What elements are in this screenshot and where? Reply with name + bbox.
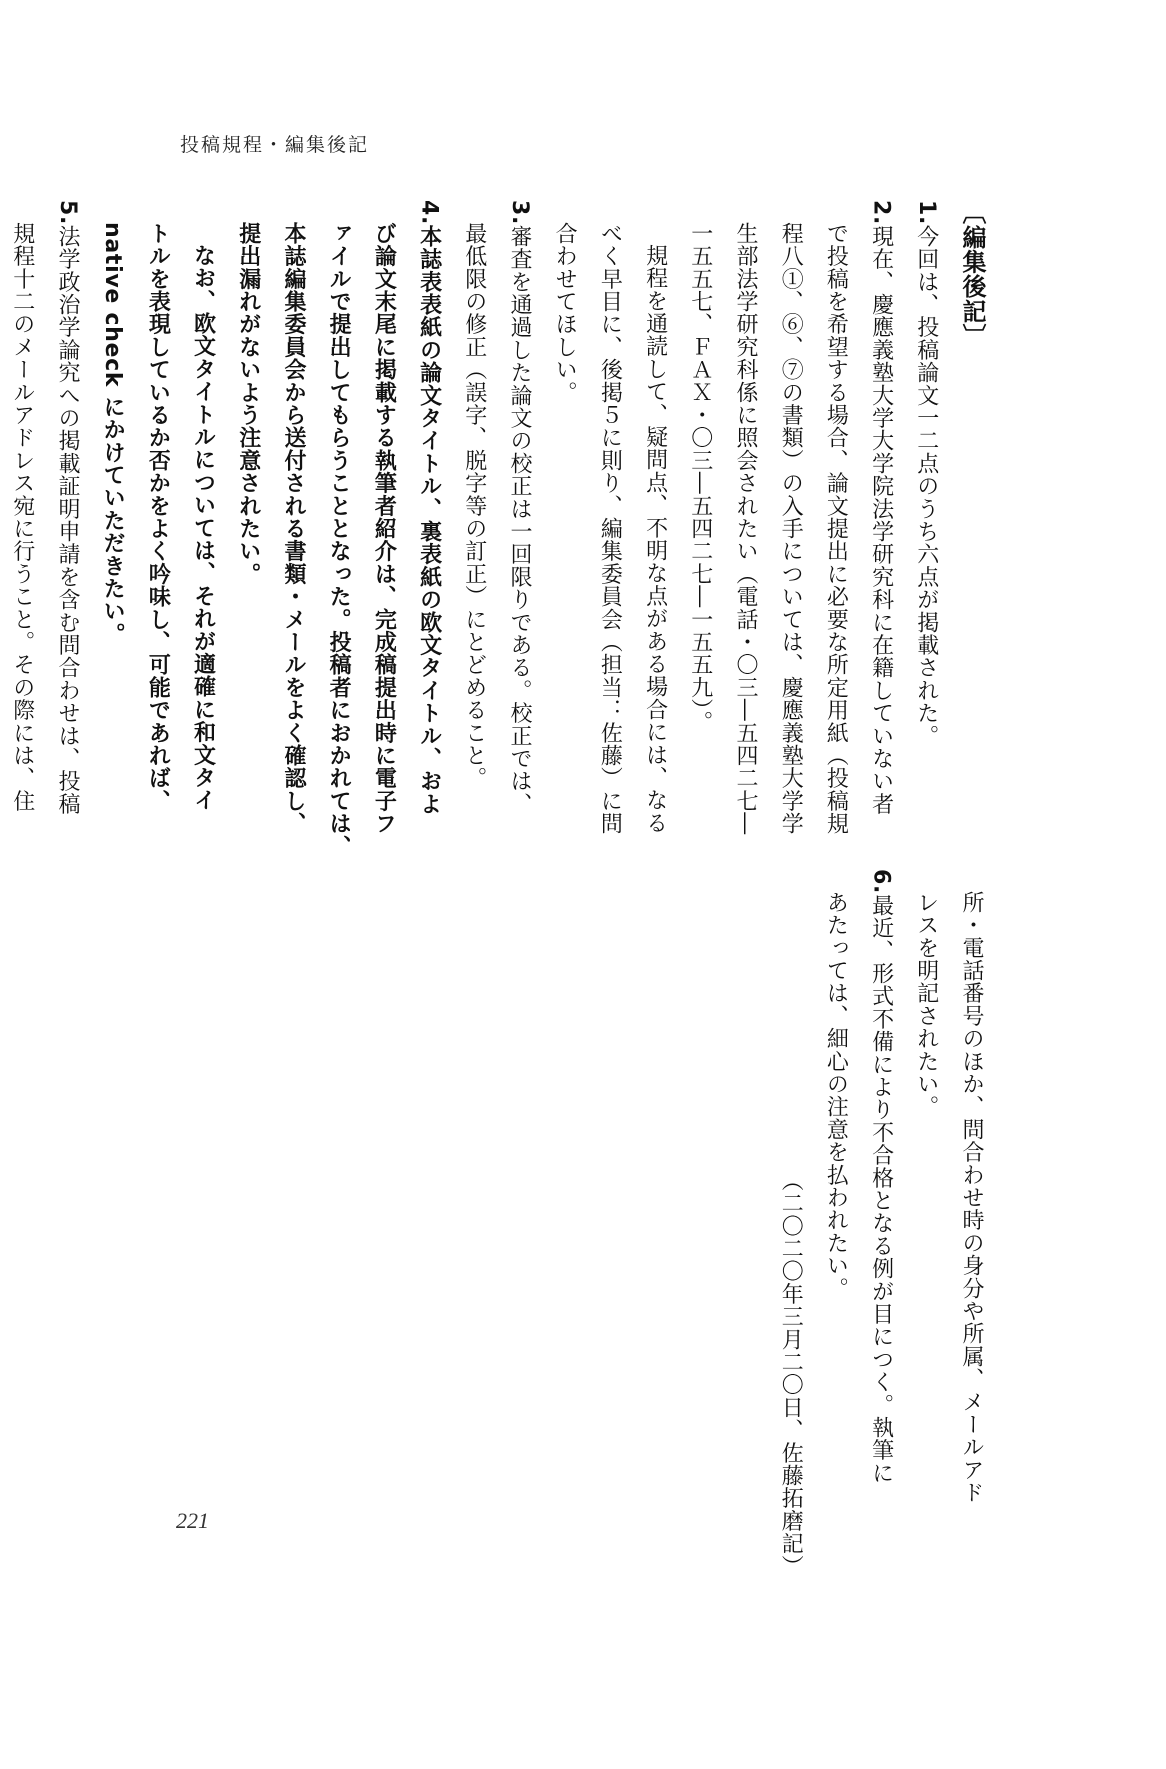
upper_lines-line (361, 200, 406, 835)
line-text: 提出漏れがないよう注意されたい。 (235, 222, 261, 586)
upper_lines-line (90, 200, 135, 822)
upper-text-block (0, 200, 994, 858)
upper_lines-line (858, 200, 903, 816)
lower-text-block (768, 869, 994, 1578)
item-number: 3. (506, 200, 532, 226)
line-text: レスを明記されたい。 (913, 891, 939, 1118)
line-text: 本誌編集委員会から送付される書類・メールをよく確認し、 (280, 222, 306, 835)
line-text: 現在、慶應義塾大学大学院法学研究科に在籍していない者 (868, 225, 894, 816)
line-text: 規程を通読して、疑問点、不明な点がある場合には、なる (642, 244, 668, 835)
upper_lines-line (768, 200, 813, 835)
line-text: 最低限の修正（誤字、脱字等の訂正）にとどめること。 (461, 222, 487, 790)
upper_lines-line (813, 200, 858, 835)
upper_lines-line (587, 200, 632, 835)
line-text: で投稿を希望する場合、論文提出に必要な所定用紙（投稿規 (823, 222, 849, 835)
upper_lines-line (135, 200, 180, 822)
line-text: 所・電話番号のほか、問合わせ時の身分や所属、メールアド (959, 891, 984, 1504)
upper_lines-line (678, 200, 723, 822)
item-number: 2. (868, 200, 894, 226)
lower_lines-line (858, 869, 903, 1485)
line-text: トルを表現しているか否かをよく吟味し、可能であれば、 (145, 222, 171, 813)
line-text: 審査を通過した論文の校正は一回限りである。校正では、 (506, 225, 532, 816)
line-text: 生部法学研究科係に照会されたい（電話・〇三―五四二七― (732, 222, 758, 835)
line-text: ァイルで提出してもらうこととなった。投稿者におかれては、 (326, 222, 352, 858)
upper_lines-line (0, 200, 45, 822)
line-text: 最近、形式不備により不合格となる例が目につく。執筆に (868, 894, 894, 1485)
upper_lines-line (632, 200, 677, 844)
line-text: あたっては、細心の注意を払われたい。 (823, 891, 849, 1300)
page-number: 221 (176, 1508, 209, 1533)
item-number: 4. (416, 200, 442, 226)
line-text: なお、欧文タイトルについては、それが適確に和文タイ (190, 244, 216, 812)
line-text: 本誌表表紙の論文タイトル、裏表紙の欧文タイトル、およ (416, 225, 442, 816)
upper_lines-line (45, 200, 90, 816)
line-text: 規程十二のメールアドレス宛に行うこと。その際には、住 (9, 222, 35, 813)
line-text: 一五五七、ＦＡＸ・〇三―五四二七―一五五九）。 (687, 222, 713, 734)
upper_lines-line (904, 200, 949, 800)
line-text: び論文末尾に掲載する執筆者紹介は、完成稿提出時に電子フ (371, 222, 397, 835)
lower_lines-line (949, 869, 994, 1504)
lower_lines-line (904, 869, 949, 1491)
line-text: べく早目に、後掲５に則り、編集委員会（担当：佐藤）に問 (597, 222, 623, 835)
lower_lines-line (813, 869, 858, 1491)
item-number: 6. (868, 869, 894, 895)
running-head: 投稿規程・編集後記 (180, 134, 370, 156)
line-text: 合わせてほしい。 (552, 222, 578, 404)
upper_lines-line (406, 200, 451, 816)
upper_lines-line (542, 200, 587, 822)
line-text: native check にかけていただきたい。 (100, 222, 126, 646)
line-text: 法学政治学論究への掲載証明申請を含む問合わせは、投稿 (54, 225, 80, 816)
item-number: 5. (54, 200, 80, 226)
upper_lines-line (180, 200, 225, 844)
upper_lines-line (723, 200, 768, 835)
line-text: 程八①、⑥、⑦の書類）の入手については、慶應義塾大学学 (778, 222, 804, 835)
upper_lines-line (452, 200, 497, 822)
upper_lines-line (316, 200, 361, 858)
upper_lines-line (497, 200, 542, 816)
upper_lines-line (226, 200, 271, 822)
item-number: 1. (913, 200, 939, 226)
line-text: 今回は、投稿論文一二点のうち六点が掲載された。 (913, 225, 939, 748)
upper_lines-line (271, 200, 316, 835)
section-title: 〔編集後記〕 (958, 200, 986, 349)
editor-signature: （二〇二〇年三月二〇日、佐藤拓磨記） (778, 1169, 804, 1578)
